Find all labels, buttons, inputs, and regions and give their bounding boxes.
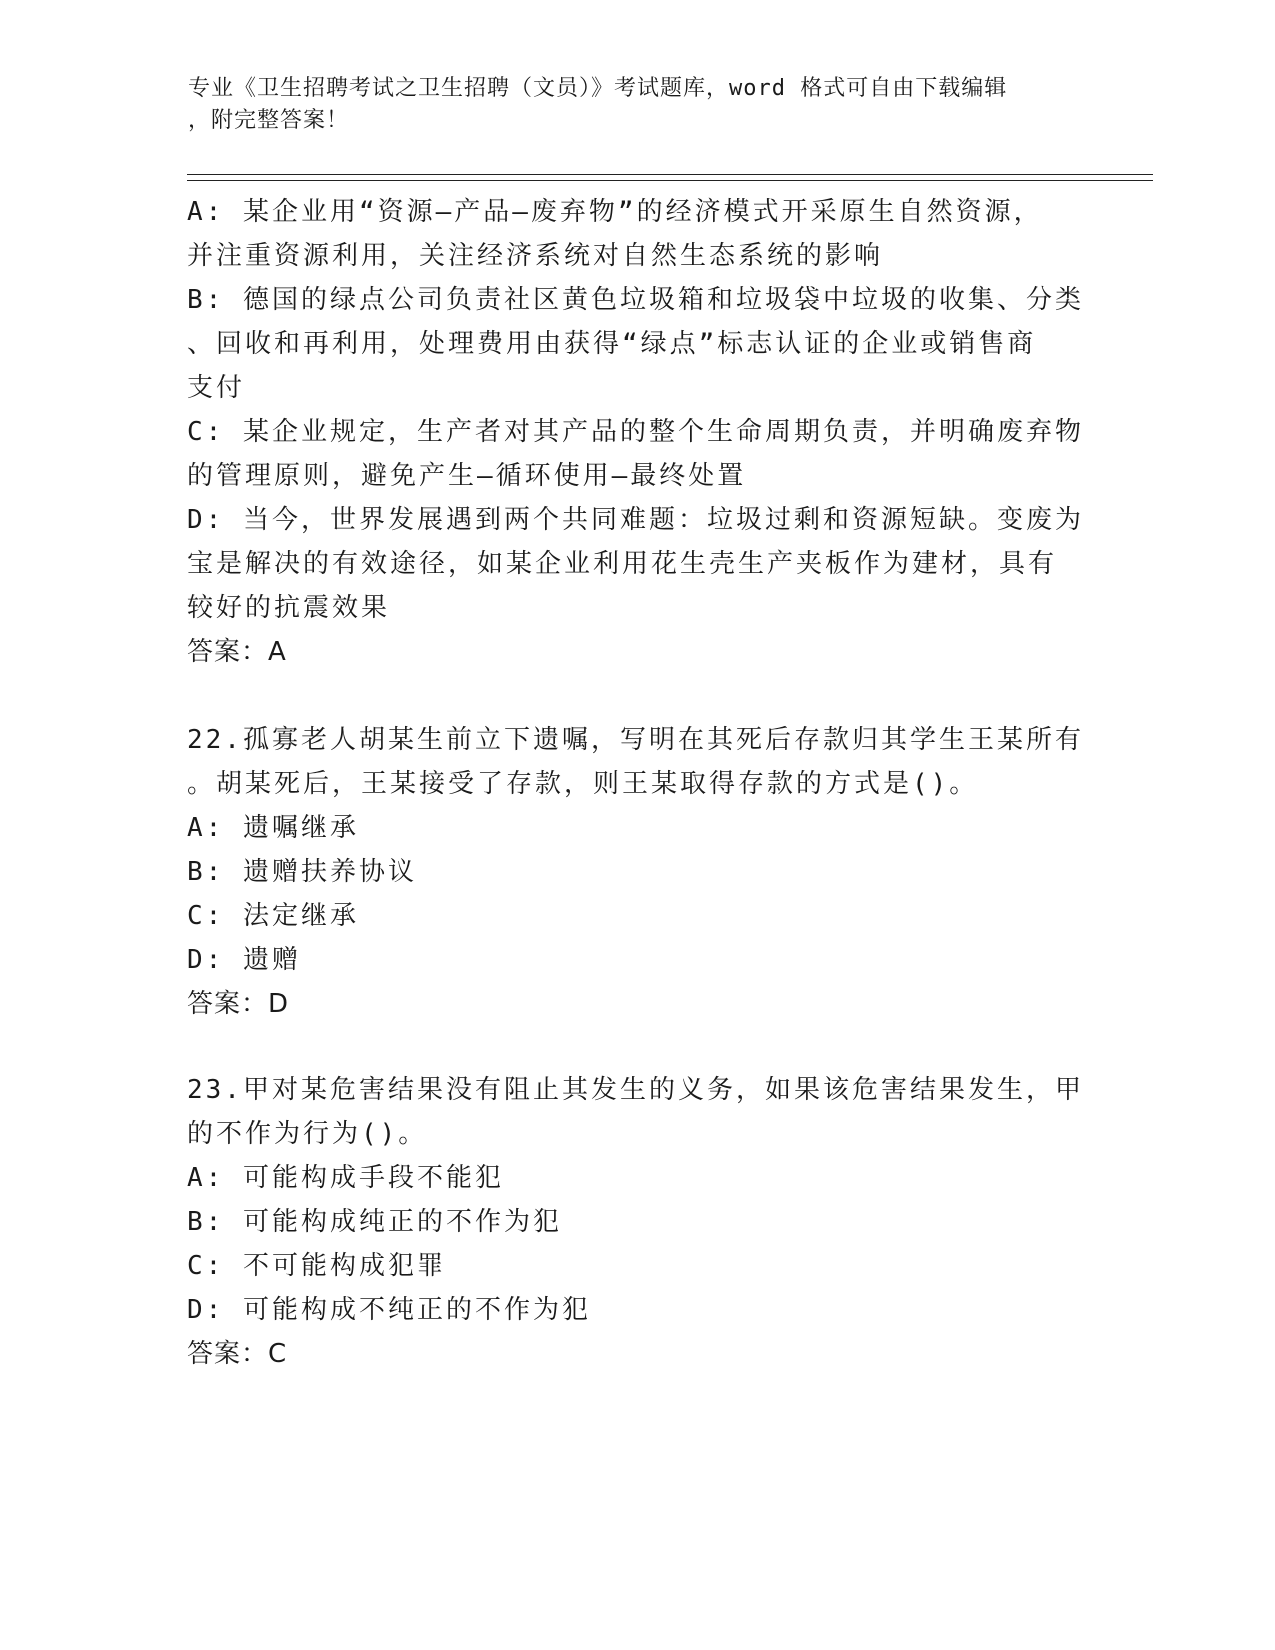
header-rule-top (187, 174, 1153, 175)
q23-option-d: D: 可能构成不纯正的不作为犯 (187, 1295, 591, 1325)
q22-stem-line-1: 22.孤寡老人胡某生前立下遗嘱，写明在其死后存款归其学生王某所有 (187, 725, 1084, 755)
q23-answer: 答案：C (187, 1339, 288, 1369)
q22-option-b: B: 遗赠扶养协议 (187, 857, 417, 887)
header-rule-bottom (187, 180, 1153, 181)
header-line-1: 专业《卫生招聘考试之卫生招聘（文员）》考试题库，word 格式可自由下载编辑 (188, 76, 1008, 101)
q23-stem-line-1: 23.甲对某危害结果没有阻止其发生的义务，如果该危害结果发生，甲 (187, 1075, 1084, 1105)
q23-option-a: A: 可能构成手段不能犯 (187, 1163, 504, 1193)
q21-option-d-line-2: 宝是解决的有效途径，如某企业利用花生壳生产夹板作为建材，具有 (187, 549, 1058, 579)
q21-option-c-line-2: 的管理原则，避免产生—循环使用—最终处置 (187, 461, 747, 491)
header-line-2: ，附完整答案！ (188, 108, 350, 133)
q22-option-c: C: 法定继承 (187, 901, 359, 931)
q22-option-a: A: 遗嘱继承 (187, 813, 359, 843)
q21-option-b-line-1: B: 德国的绿点公司负责社区黄色垃圾箱和垃圾袋中垃圾的收集、分类 (187, 285, 1084, 315)
q21-option-d-line-1: D: 当今，世界发展遇到两个共同难题：垃圾过剩和资源短缺。变废为 (187, 505, 1084, 535)
q21-option-d-line-3: 较好的抗震效果 (187, 593, 391, 623)
q23-stem-line-2: 的不作为行为()。 (187, 1119, 428, 1149)
q21-option-a-line-1: A: 某企业用“资源—产品—废弃物”的经济模式开采原生自然资源， (187, 197, 1043, 227)
q21-option-b-line-2: 、回收和再利用，处理费用由获得“绿点”标志认证的企业或销售商 (187, 329, 1037, 359)
q21-answer: 答案：A (187, 637, 287, 667)
q21-option-c-line-1: C: 某企业规定，生产者对其产品的整个生命周期负责，并明确废弃物 (187, 417, 1084, 447)
q21-option-b-line-3: 支付 (187, 373, 246, 403)
q23-option-b: B: 可能构成纯正的不作为犯 (187, 1207, 562, 1237)
q22-stem-line-2: 。胡某死后，王某接受了存款，则王某取得存款的方式是()。 (187, 769, 979, 799)
q22-option-d: D: 遗赠 (187, 945, 301, 975)
q22-answer: 答案：D (187, 989, 290, 1019)
q21-option-a-line-2: 并注重资源利用，关注经济系统对自然生态系统的影响 (187, 241, 884, 271)
q23-option-c: C: 不可能构成犯罪 (187, 1251, 446, 1281)
